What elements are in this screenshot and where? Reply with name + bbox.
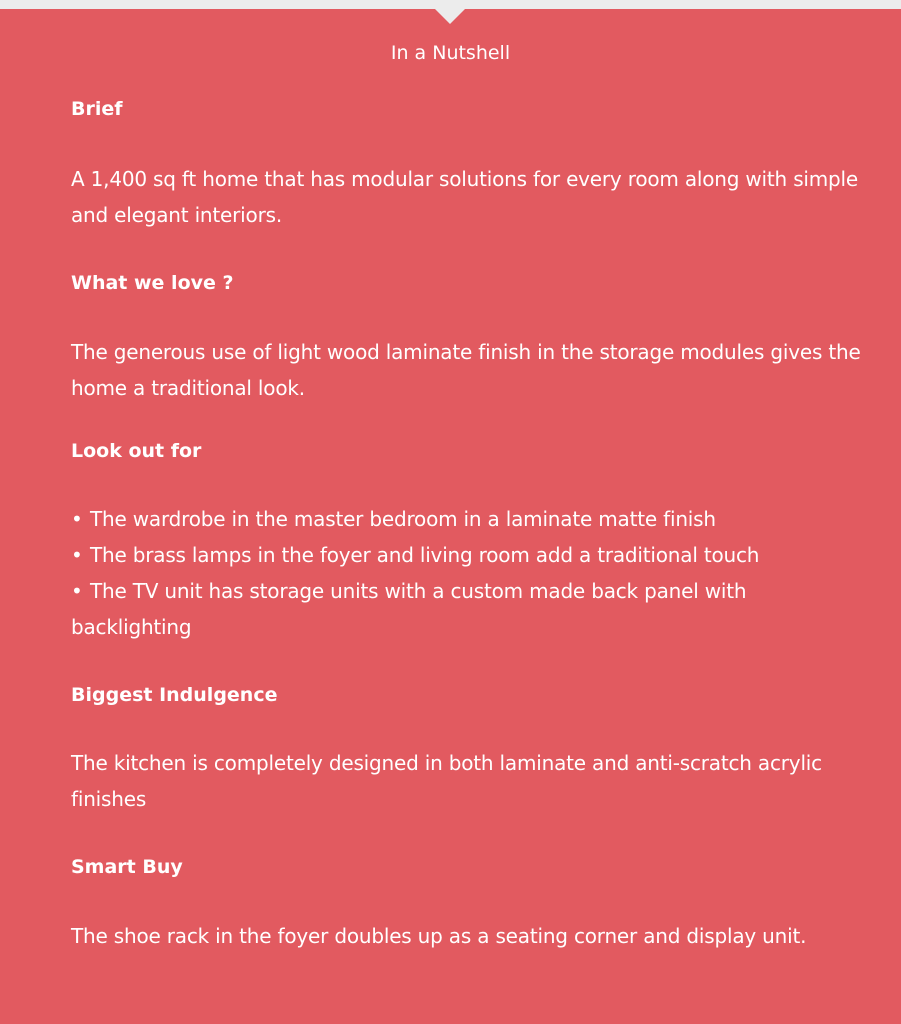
list-item-text: The wardrobe in the master bedroom in a laminate matte finish (90, 507, 716, 531)
indulgence-text: The kitchen is completely designed in both laminate and anti-scratch acrylic finishes (71, 751, 822, 811)
love-heading: What we love ? (71, 272, 234, 294)
list-item (71, 501, 871, 537)
indulgence-heading: Biggest Indulgence (71, 684, 278, 706)
list-item-text: The brass lamps in the foyer and living room add a traditional touch (90, 543, 760, 567)
love-text: The generous use of light wood laminate finish in the storage modules gives the home a traditional look. (71, 340, 861, 400)
lookout-heading: Look out for (71, 440, 202, 462)
bullet-icon: • (71, 543, 83, 567)
pointer-notch (435, 9, 465, 24)
brief-heading: Brief (71, 98, 123, 120)
lookout-list (71, 501, 871, 645)
bullet-icon: • (71, 507, 83, 531)
list-item-text: The TV unit has storage units with a custom made back panel with backlighting (71, 579, 747, 639)
list-item (71, 573, 871, 645)
bullet-icon: • (71, 579, 83, 603)
brief-text: A 1,400 sq ft home that has modular solutions for every room along with simple and elegant interiors. (71, 167, 859, 227)
card-title: In a Nutshell (390, 42, 511, 64)
list-item (71, 537, 871, 573)
smartbuy-text: The shoe rack in the foyer doubles up as a seating corner and display unit. (71, 924, 807, 948)
nutshell-card (0, 9, 901, 1024)
smartbuy-heading: Smart Buy (71, 856, 183, 878)
